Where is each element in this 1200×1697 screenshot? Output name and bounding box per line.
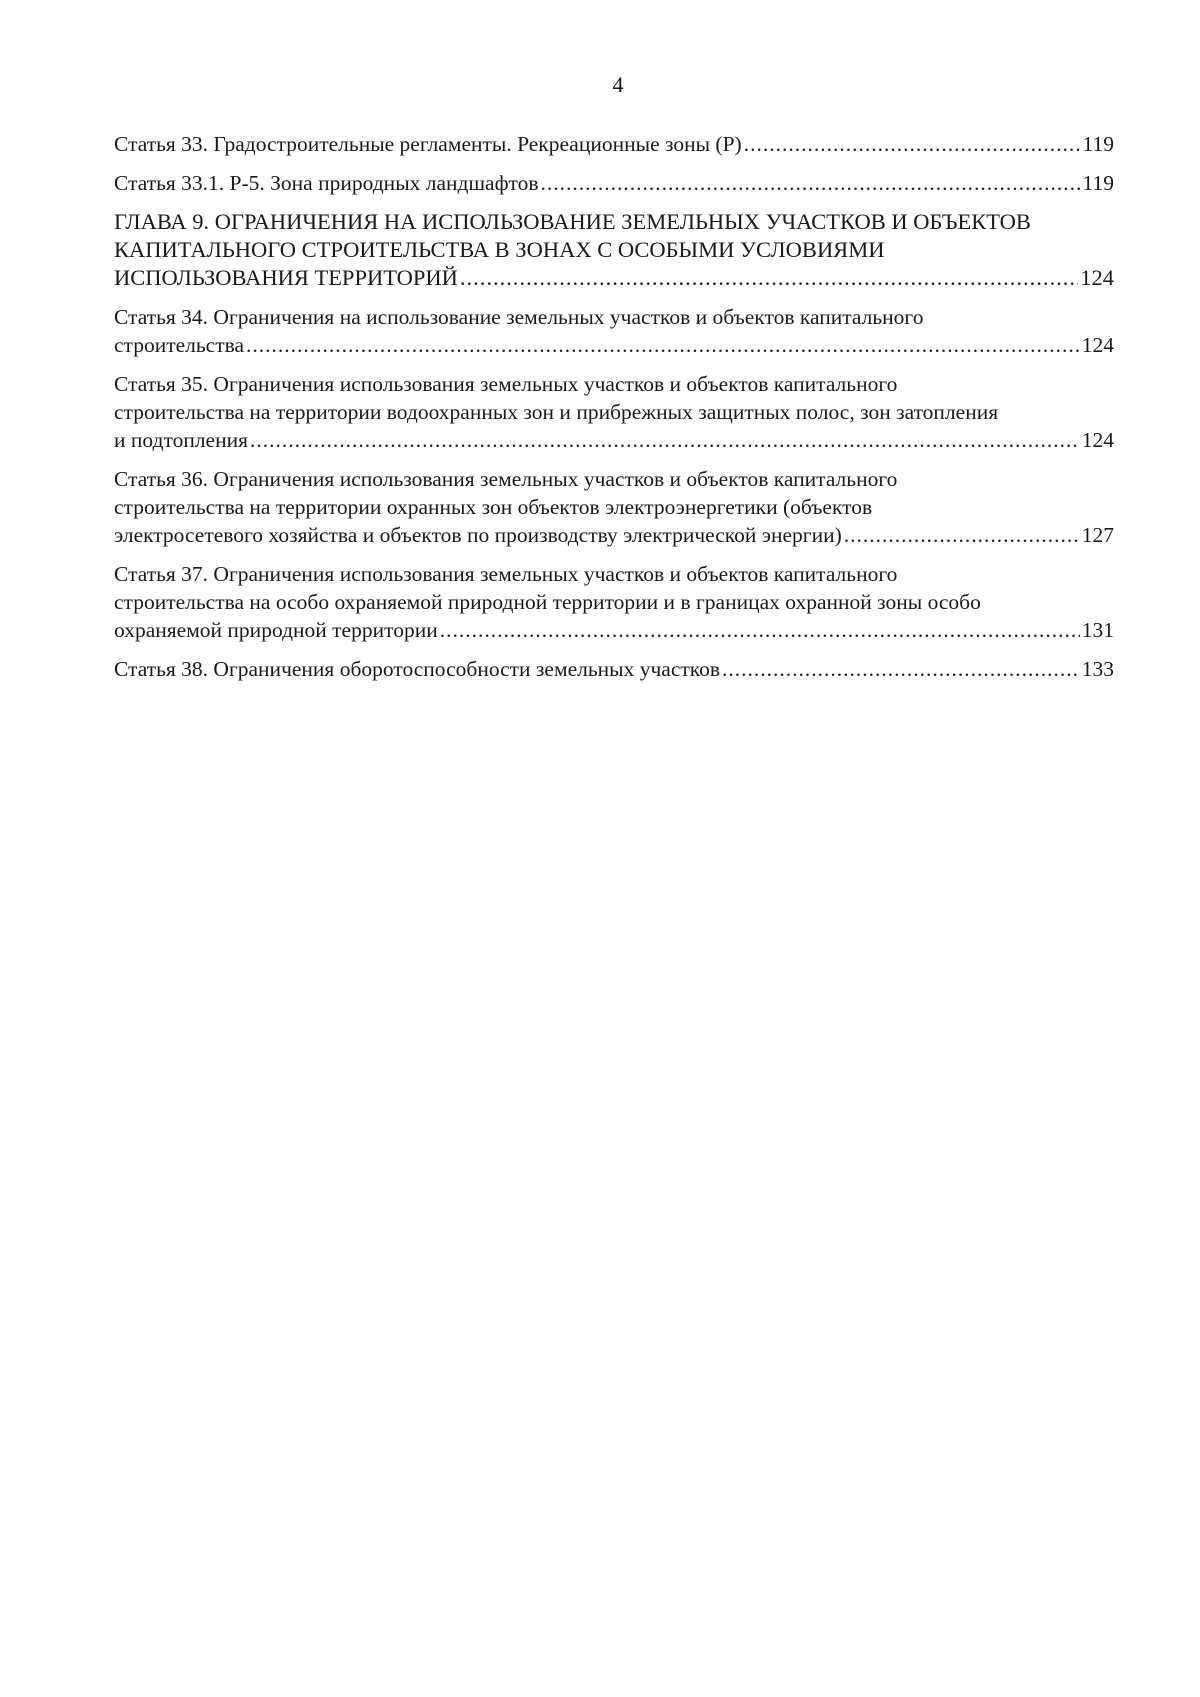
toc-entry-line: Статья 34. Ограничения на использование земельных участков и объектов капитального: [114, 305, 924, 329]
toc-entry-title: Статья 33.1. Р-5. Зона природных ландшафтов: [114, 171, 539, 195]
toc-entry-last-line: [114, 426, 1114, 454]
toc-entry-article-35[interactable]: [114, 370, 1114, 454]
toc-entry-line: ГЛАВА 9. ОГРАНИЧЕНИЯ НА ИСПОЛЬЗОВАНИЕ ЗЕМЕЛЬНЫХ УЧАСТКОВ И ОБЪЕКТОВ: [114, 209, 1031, 234]
toc-page-ref: 119: [1082, 132, 1114, 156]
toc-page-ref: 119: [1082, 171, 1114, 195]
toc-entry-last-line: [114, 130, 1114, 158]
leader-dots: [250, 426, 1080, 454]
toc-entry-last-line: [114, 655, 1114, 683]
toc-entry-last-line: [114, 331, 1114, 359]
toc-entry-line: Статья 36. Ограничения использования земельных участков и объектов капитального: [114, 467, 898, 491]
toc-entry-line: Статья 35. Ограничения использования земельных участков и объектов капитального: [114, 372, 898, 396]
toc-entry-article-33-1[interactable]: [114, 169, 1114, 197]
toc-page-ref: 127: [1081, 523, 1114, 547]
toc-entry-last-line: [114, 264, 1114, 292]
leader-dots: [460, 264, 1078, 292]
toc-page-ref: 131: [1081, 618, 1114, 642]
leader-dots: [744, 130, 1081, 158]
toc-page-ref: 124: [1080, 265, 1114, 290]
page-number: 4: [612, 72, 624, 97]
leader-dots: [541, 169, 1081, 197]
toc-entry-title: Статья 38. Ограничения оборотоспособности земельных участков: [114, 657, 721, 681]
toc-entry-line: КАПИТАЛЬНОГО СТРОИТЕЛЬСТВА В ЗОНАХ С ОСОБЫМИ УСЛОВИЯМИ: [114, 237, 885, 262]
toc-entry-article-34[interactable]: [114, 303, 1114, 359]
toc-entry-title: ИСПОЛЬЗОВАНИЯ ТЕРРИТОРИЙ: [114, 265, 458, 290]
toc-entry-last-line: [114, 169, 1114, 197]
toc-page-ref: 124: [1081, 428, 1114, 452]
toc-entry-title: и подтопления: [114, 428, 248, 452]
toc-entry-line: строительства на особо охраняемой природной территории и в границах охранной зоны особо: [114, 590, 981, 614]
toc-entry-title: охраняемой природной территории: [114, 618, 438, 642]
toc-entry-line: Статья 37. Ограничения использования земельных участков и объектов капитального: [114, 562, 898, 586]
leader-dots: [440, 616, 1080, 644]
toc-entry-article-33[interactable]: [114, 130, 1114, 158]
toc-entry-title: строительства: [114, 333, 245, 357]
toc-page-ref: 124: [1081, 333, 1114, 357]
leader-dots: [844, 521, 1080, 549]
toc-entry-title: электросетевого хозяйства и объектов по производству электрической энергии): [114, 523, 842, 547]
toc-entry-article-36[interactable]: [114, 465, 1114, 549]
toc-entry-last-line: [114, 616, 1114, 644]
toc-entry-title: Статья 33. Градостроительные регламенты. Рекреационные зоны (Р): [114, 132, 742, 156]
toc-entry-chapter-9[interactable]: [114, 208, 1114, 292]
toc-entry-line: строительства на территории охранных зон объектов электроэнергетики (объектов: [114, 495, 873, 519]
leader-dots: [246, 331, 1080, 359]
table-of-contents: [114, 130, 1114, 694]
leader-dots: [722, 655, 1080, 683]
toc-entry-article-38[interactable]: [114, 655, 1114, 683]
toc-page-ref: 133: [1081, 657, 1114, 681]
toc-entry-article-37[interactable]: [114, 560, 1114, 644]
toc-entry-last-line: [114, 521, 1114, 549]
toc-entry-line: строительства на территории водоохранных зон и прибрежных защитных полос, зон затопления: [114, 400, 999, 424]
